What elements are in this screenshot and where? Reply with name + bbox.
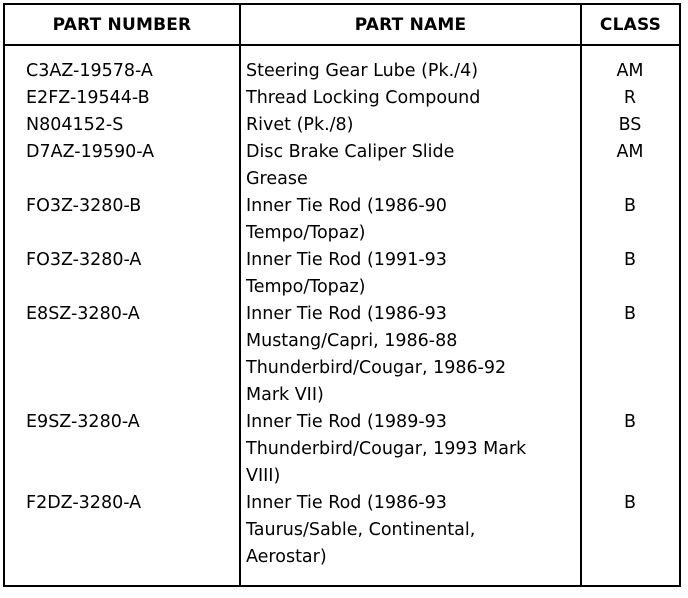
column-divider-2 — [580, 3, 582, 587]
part-number-cell: F2DZ-3280-A — [26, 493, 142, 513]
header-part-name: PART NAME — [354, 15, 467, 35]
part-name-cell — [246, 58, 478, 85]
part-name-cell — [246, 85, 480, 112]
part-name-line: Inner Tie Rod (1986-90 — [246, 196, 447, 216]
part-name-line: Rivet (Pk./8) — [246, 115, 354, 135]
part-name-line: Inner Tie Rod (1991-93 — [246, 250, 447, 270]
part-number-cell: C3AZ-19578-A — [26, 61, 153, 81]
class-cell: B — [623, 493, 636, 513]
part-name-line: Mark VII) — [246, 385, 324, 405]
part-number-cell: E9SZ-3280-A — [26, 412, 140, 432]
part-name-line: Grease — [246, 169, 308, 189]
header-class: CLASS — [599, 15, 662, 35]
part-name-cell — [246, 193, 447, 247]
part-number-cell: N804152-S — [26, 115, 124, 135]
class-cell: B — [623, 412, 636, 432]
part-name-line: Aerostar) — [246, 547, 327, 567]
part-name-line: Steering Gear Lube (Pk./4) — [246, 61, 479, 81]
part-name-cell — [246, 112, 354, 139]
part-name-line: Disc Brake Caliper Slide — [246, 142, 455, 162]
part-name-line: Mustang/Capri, 1986-88 — [246, 331, 458, 351]
part-name-line: Tempo/Topaz) — [246, 223, 366, 243]
class-cell: BS — [618, 115, 642, 135]
part-number-cell: E8SZ-3280-A — [26, 304, 140, 324]
part-name-cell — [246, 247, 447, 301]
part-name-cell — [246, 139, 454, 193]
part-number-cell: FO3Z-3280-B — [26, 196, 142, 216]
part-name-line: VIII) — [246, 466, 281, 486]
part-name-line: Inner Tie Rod (1986-93 — [246, 493, 447, 513]
part-number-cell: D7AZ-19590-A — [26, 142, 155, 162]
header-part-number: PART NUMBER — [52, 15, 192, 35]
class-cell: R — [623, 88, 637, 108]
part-number-cell: FO3Z-3280-A — [26, 250, 142, 270]
part-name-line: Thunderbird/Cougar, 1993 Mark — [246, 439, 527, 459]
part-name-line: Tempo/Topaz) — [246, 277, 366, 297]
part-name-line: Taurus/Sable, Continental, — [246, 520, 476, 540]
part-name-cell — [246, 301, 506, 409]
column-divider-1 — [239, 3, 241, 587]
part-name-line: Inner Tie Rod (1989-93 — [246, 412, 447, 432]
class-cell: B — [623, 250, 636, 270]
part-name-line: Thunderbird/Cougar, 1986-92 — [246, 358, 507, 378]
part-name-line: Thread Locking Compound — [246, 88, 481, 108]
class-cell: B — [623, 196, 636, 216]
part-name-cell — [246, 490, 475, 571]
part-number-cell: E2FZ-19544-B — [26, 88, 150, 108]
class-cell: B — [623, 304, 636, 324]
part-name-line: Inner Tie Rod (1986-93 — [246, 304, 447, 324]
class-cell: AM — [616, 142, 644, 162]
part-name-cell — [246, 409, 526, 490]
class-cell: AM — [616, 61, 644, 81]
